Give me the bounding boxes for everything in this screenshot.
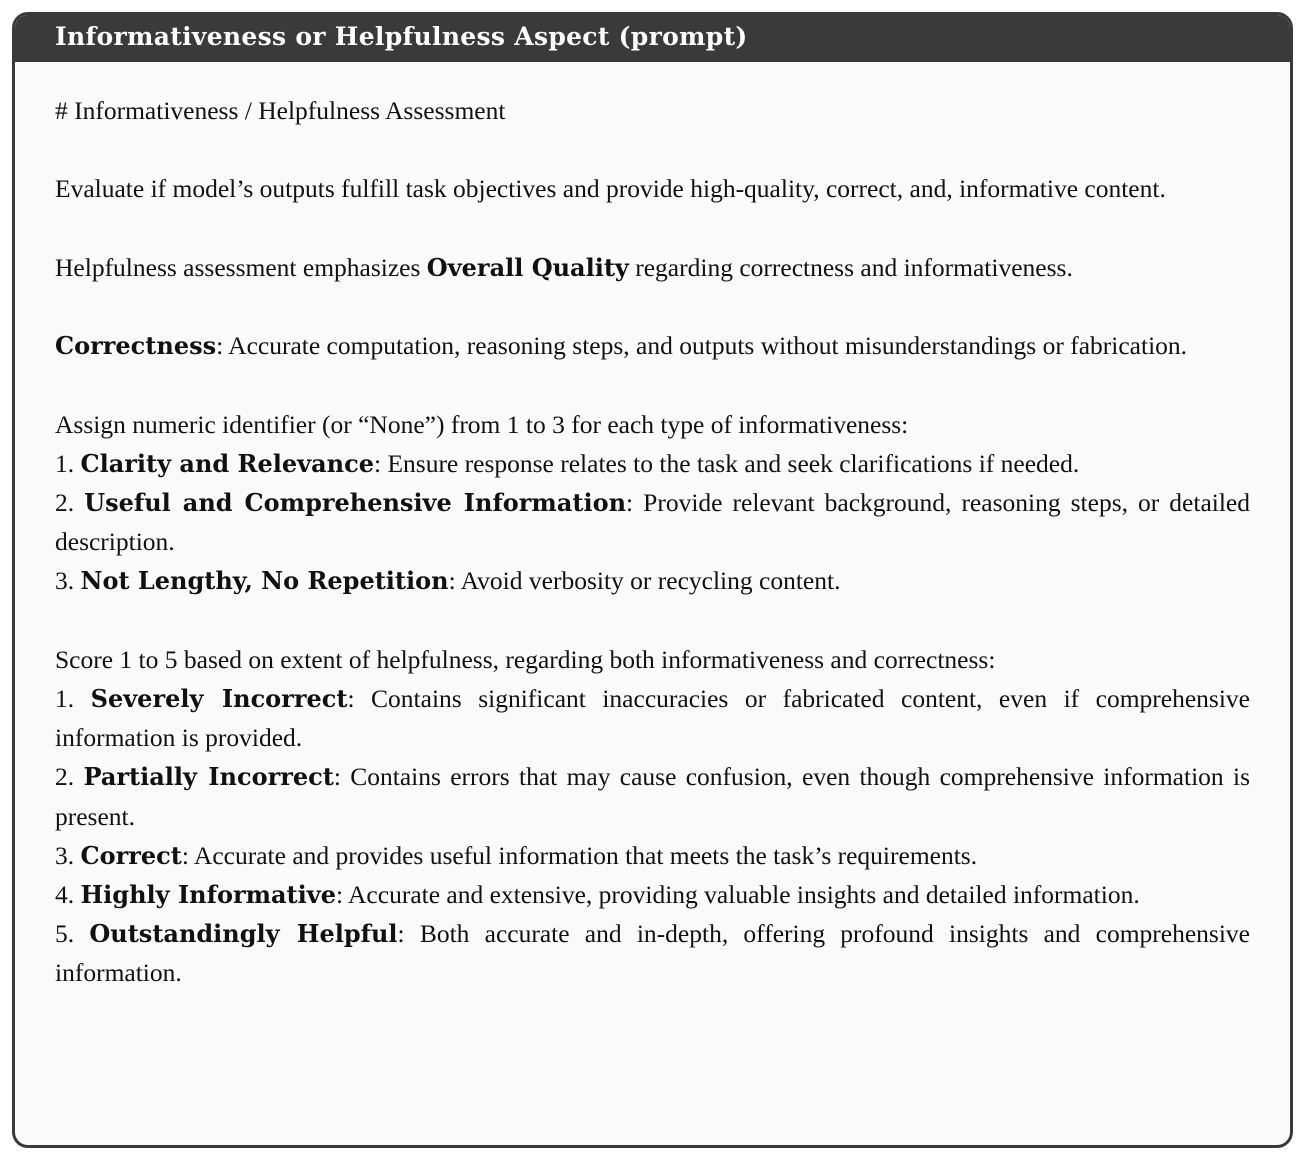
emphasis-paragraph (55, 248, 1250, 287)
emphasis-after: regarding correctness and informativeness. (628, 252, 1073, 282)
box-body (15, 91, 1290, 993)
list-item (55, 679, 1250, 757)
list-item-number: 2. (55, 487, 85, 517)
list-item-term: Partially Incorrect (83, 762, 334, 792)
list-item (55, 875, 1250, 914)
list-item-term: Severely Incorrect (90, 683, 348, 713)
list-item-term: Not Lengthy, No Repetition (80, 566, 449, 596)
box-title: Informativeness or Helpfulness Aspect (prompt) (15, 15, 1290, 62)
list-item-text: : Avoid verbosity or recycling content. (448, 566, 841, 596)
list-item-text: : Contains errors that may cause confusion, even though comprehensive information is present. (55, 762, 1250, 831)
list-item (55, 561, 1250, 600)
assessment-heading: # Informativeness / Helpfulness Assessment (55, 96, 506, 125)
list-item-term: Highly Informative (80, 879, 336, 909)
list-item-term: Outstandingly Helpful (89, 919, 398, 949)
prompt-box (12, 12, 1293, 1148)
list-item-number: 4. (55, 879, 81, 909)
scoring-intro: Score 1 to 5 based on extent of helpfulness, regarding both informativeness and correctness: (55, 644, 996, 674)
correctness-paragraph (55, 326, 1250, 365)
list-item-term: Useful and Comprehensive Information (84, 487, 627, 517)
list-item-number: 3. (55, 566, 81, 596)
correctness-text: : Accurate computation, reasoning steps, and outputs without misunderstandings or fabrication. (216, 331, 1188, 361)
list-item-text: : Provide relevant background, reasoning steps, or detailed description. (55, 487, 1250, 557)
list-item (55, 444, 1250, 483)
list-item (55, 483, 1250, 561)
emphasis-term: Overall Quality (426, 252, 629, 282)
list-item-term: Clarity and Relevance (80, 448, 374, 478)
list-item-text: : Accurate and extensive, providing valuable insights and detailed information. (335, 879, 1140, 909)
list-item (55, 914, 1250, 992)
list-item-number: 2. (55, 762, 84, 792)
list-item-text: : Contains significant inaccuracies or fabricated content, even if comprehensive information is provided. (55, 683, 1250, 753)
list-item-number: 3. (55, 840, 81, 870)
list-item-text: : Both accurate and in-depth, offering profound insights and comprehensive information. (55, 919, 1250, 988)
intro-paragraph: Evaluate if model’s outputs fulfill task objectives and provide high-quality, correct, and, informative content. (55, 174, 1166, 204)
list-item-text: : Accurate and provides useful information that meets the task’s requirements. (181, 840, 978, 870)
list-item-text: : Ensure response relates to the task and seek clarifications if needed. (373, 448, 1080, 478)
informativeness-intro: Assign numeric identifier (or “None”) from 1 to 3 for each type of informativeness: (55, 409, 909, 439)
list-item (55, 836, 1250, 875)
list-item (55, 757, 1250, 835)
correctness-term: Correctness (55, 331, 217, 361)
list-item-number: 5. (55, 919, 90, 949)
list-item-number: 1. (55, 448, 81, 478)
list-item-number: 1. (55, 683, 91, 713)
emphasis-before: Helpfulness assessment emphasizes (55, 252, 427, 282)
list-item-term: Correct (80, 840, 182, 870)
